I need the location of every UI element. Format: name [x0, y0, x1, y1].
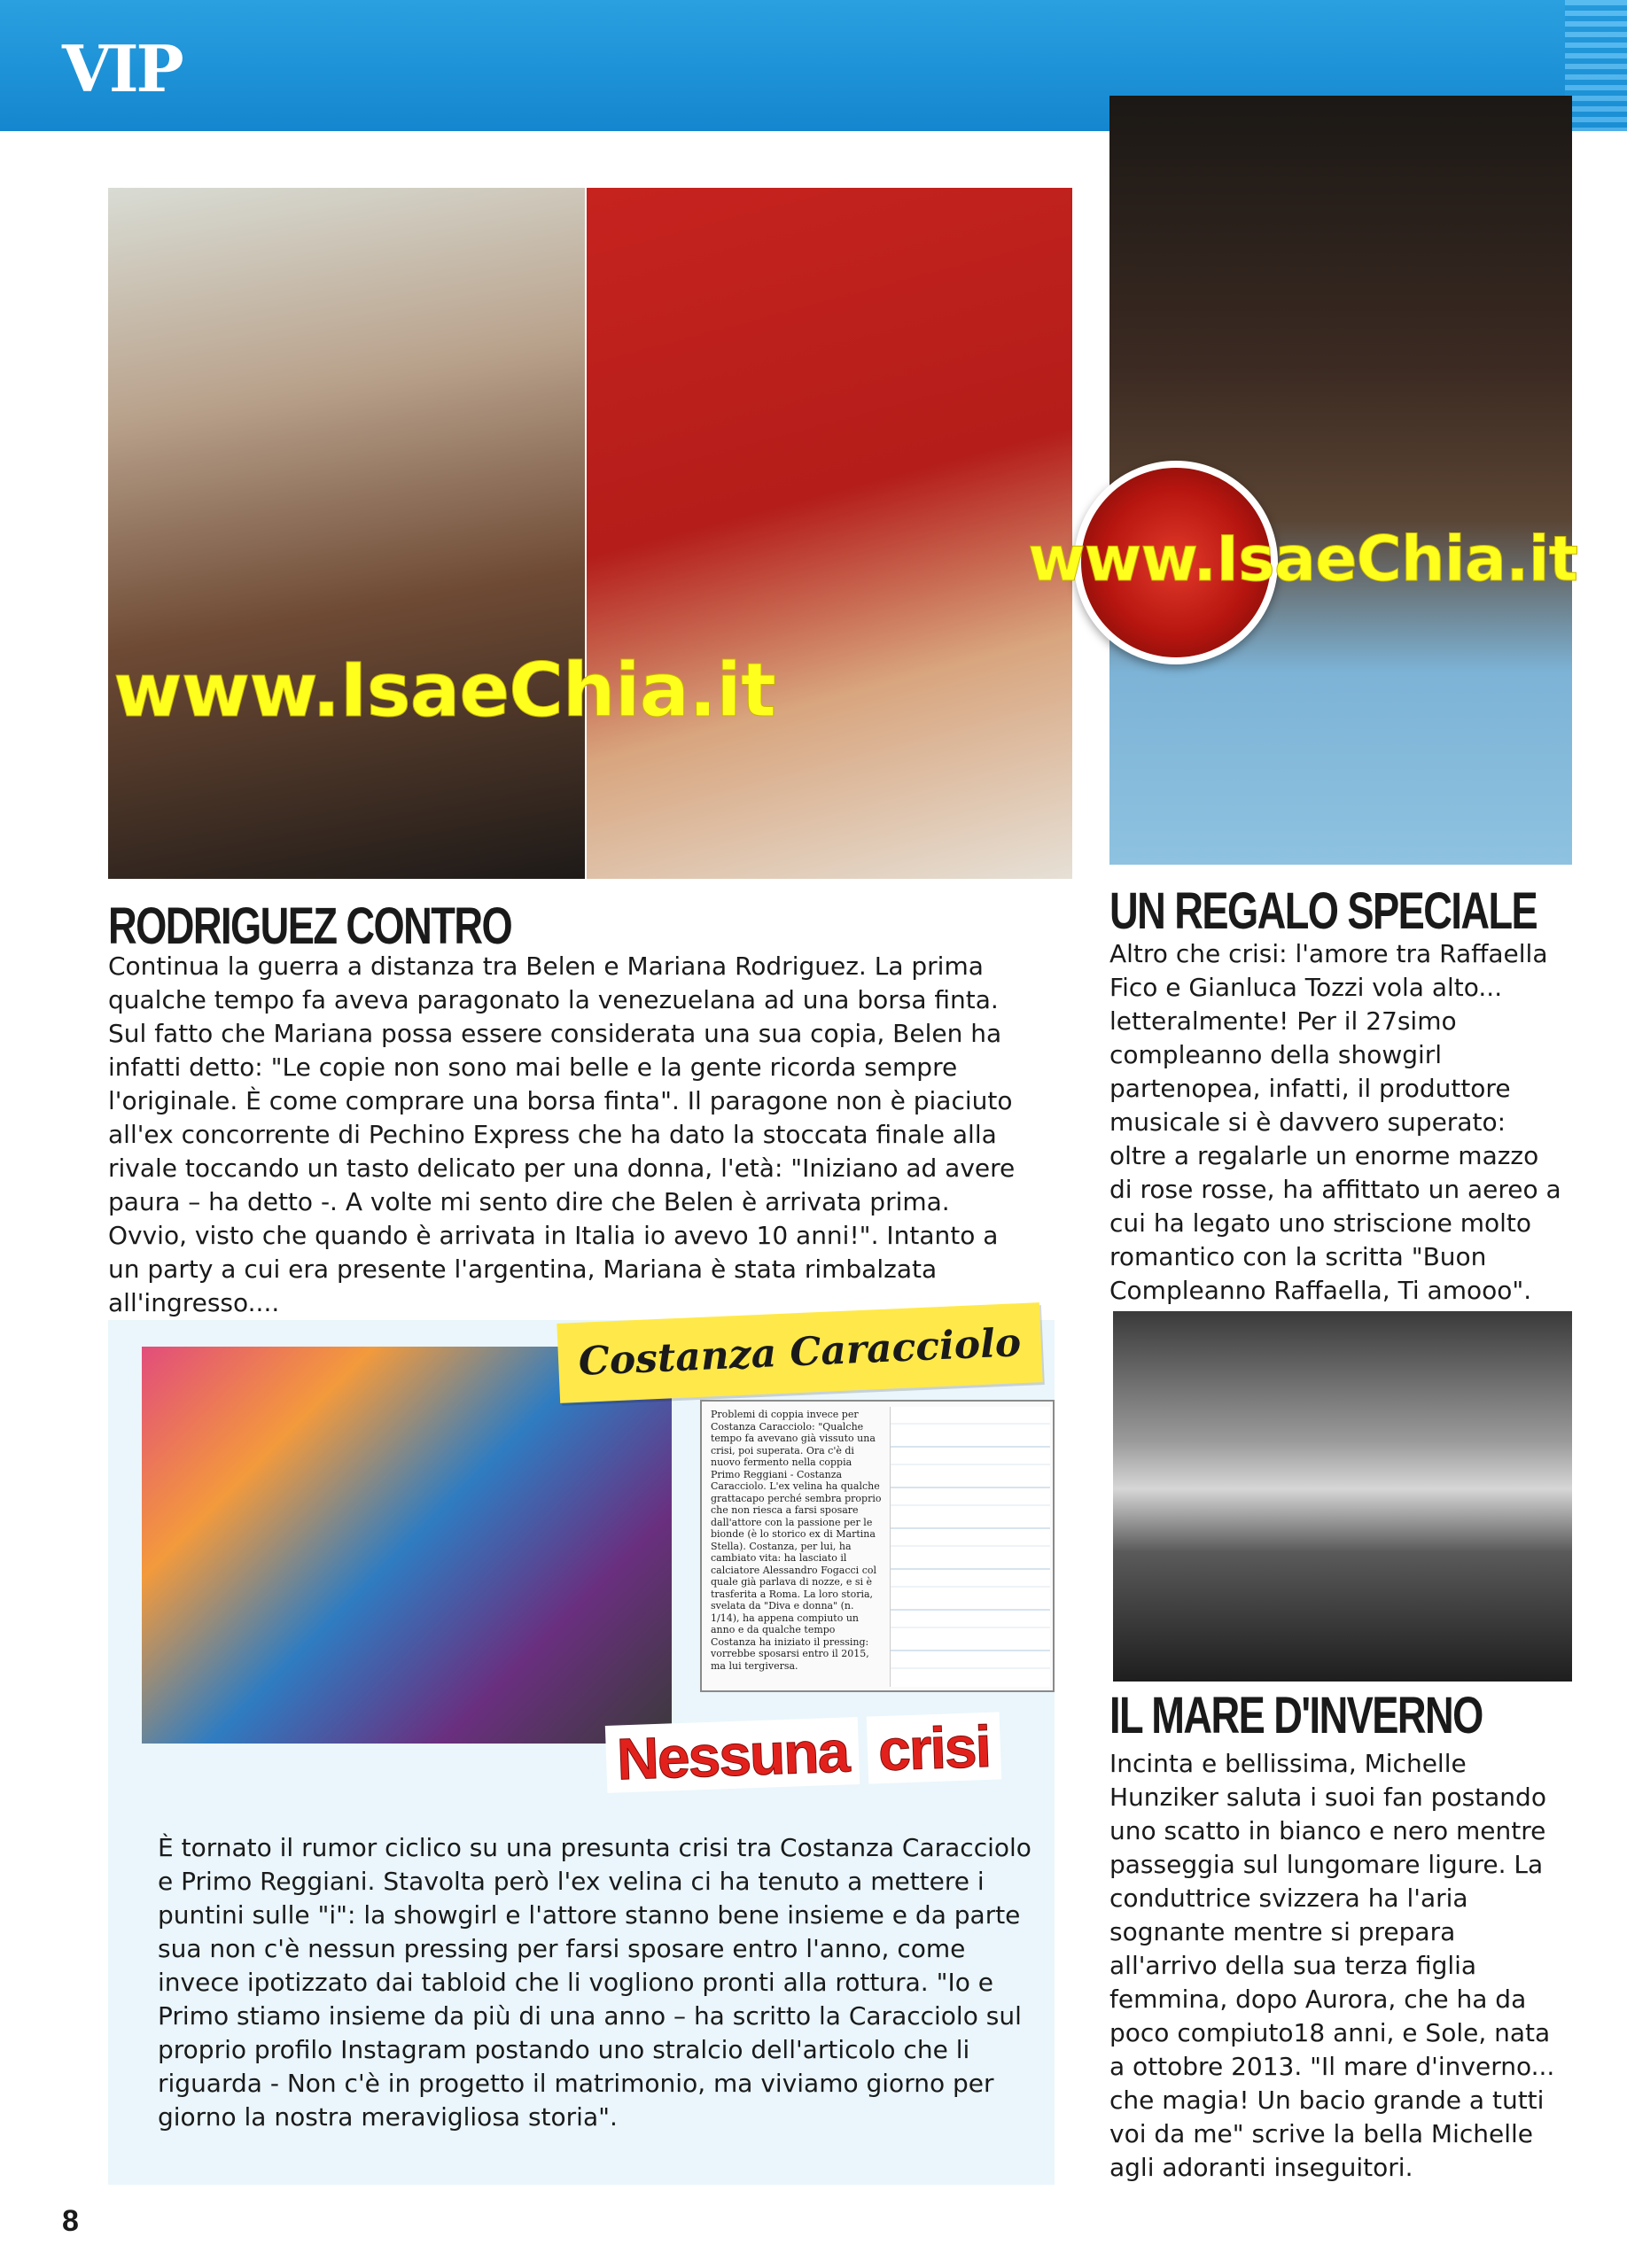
- name-tag-costanza: Costanza Caracciolo: [557, 1302, 1042, 1403]
- headline-word-1: Nessuna: [605, 1717, 860, 1793]
- article-title-mare: IL MARE D'INVERNO: [1109, 1687, 1483, 1744]
- instagram-screenshot: [890, 1407, 1050, 1687]
- headline-word-2: crisi: [867, 1712, 1001, 1783]
- page-number: 8: [62, 2204, 79, 2238]
- headline-nessuna-crisi: [605, 1712, 1010, 1793]
- photo-hunziker: [1113, 1311, 1572, 1682]
- photo-costanza-primo: [142, 1347, 672, 1744]
- watermark: www.IsaeChia.it: [1028, 523, 1578, 595]
- article-body-regalo: Altro che crisi: l'amore tra Raffaella Fico e Gianluca Tozzi vola alto... letteralmente! Per il 27simo compleanno della showgirl partenopea, infatti, il produttore musicale si è davvero superato: oltre a regalarle un enorme mazzo di rose rosse, ha affittato un aereo a cui ha legato uno striscione molto romantico con la scritta "Buon Compleanno Raffaella, Ti amooo".: [1109, 939, 1561, 1305]
- article-title-regalo: UN REGALO SPECIALE: [1109, 882, 1537, 940]
- photo-mariana: [587, 188, 1072, 879]
- header-stripes: [1565, 0, 1627, 131]
- article-title-rodriguez: RODRIGUEZ CONTRO: [108, 897, 512, 955]
- clipping-text: Problemi di coppia invece per Costanza Caracciolo: "Qualche tempo fa avevano già vissuto una crisi, poi superata. Ora c'è di nuovo fermento nella coppia Primo Reggiani - Costanza Caracciolo. L'ex velina ha qualche grattacapo perché sembra proprio che non riesca a farsi sposare dall'attore con la passione per le bionde (è lo storico ex di Martina Stella). Costanza, per lui, ha cambiato vita: ha lasciato il calciatore Alessandro Fogacci col quale già parlava di nozze, e si è trasferita a Roma. La loro storia, svelata da "Diva e donna" (n. 1/14), ha appena compiuto un anno e da qualche tempo Costanza ha iniziato il pressing: vorrebbe sposarsi entro il 2015, ma lui tergiversa.: [711, 1409, 882, 1672]
- photo-belen: [108, 188, 585, 879]
- article-body-costanza: È tornato il rumor ciclico su una presunta crisi tra Costanza Caracciolo e Primo Reggiani. Stavolta però l'ex velina ci ha tenuto a mettere i puntini sulle "i": la showgirl e l'attore stanno bene insieme e da parte sua non c'è nessun pressing per farsi sposare entro l'anno, come invece ipotizzato dai tabloid che li vogliono pronti alla rottura. "Io e Primo stiamo insieme da più di una anno – ha scritto la Caracciolo sul proprio profilo Instagram postando uno stralcio dell'articolo che li riguarda - Non c'è in progetto il matrimonio, ma viviamo giorno per giorno la nostra meravigliosa storia".: [158, 1833, 1031, 2132]
- article-body-mare: Incinta e bellissima, Michelle Hunziker saluta i suoi fan postando uno scatto in bianco e nero mentre passeggia sul lungomare ligure. La conduttrice svizzera ha l'aria sognante mentre si prepara all'arrivo della sua terza figlia femmina, dopo Aurora, che ha da poco compiuto18 anni, e Sole, nata a ottobre 2013. "Il mare d'inverno... che magia! Un bacio grande a tutti voi da me" scrive la bella Michelle agli adoranti inseguitori.: [1109, 1749, 1555, 2182]
- article-body-rodriguez: Continua la guerra a distanza tra Belen e Mariana Rodriguez. La prima qualche tempo fa aveva paragonato la venezuelana ad una borsa finta. Sul fatto che Mariana possa essere considerata una sua copia, Belen ha infatti detto: "Le copie non sono mai belle e la gente ricorda sempre l'originale. È come comprare una borsa finta". Il paragone non è piaciuto all'ex concorrente di Pechino Express che ha dato la stoccata finale alla rivale toccando un tasto delicato per una donna, l'età: "Iniziano ad avere paura – ha detto -. A volte mi sento dire che Belen è arrivata prima. Ovvio, visto che quando è arrivata in Italia io avevo 10 anni!". Intanto a un party a cui era presente l'argentina, Mariana è stata rimbalzata all'ingresso....: [108, 951, 1016, 1317]
- watermark: www.IsaeChia.it: [113, 647, 776, 734]
- article-clipping: [700, 1400, 1055, 1692]
- vip-logo: VIP: [62, 31, 182, 106]
